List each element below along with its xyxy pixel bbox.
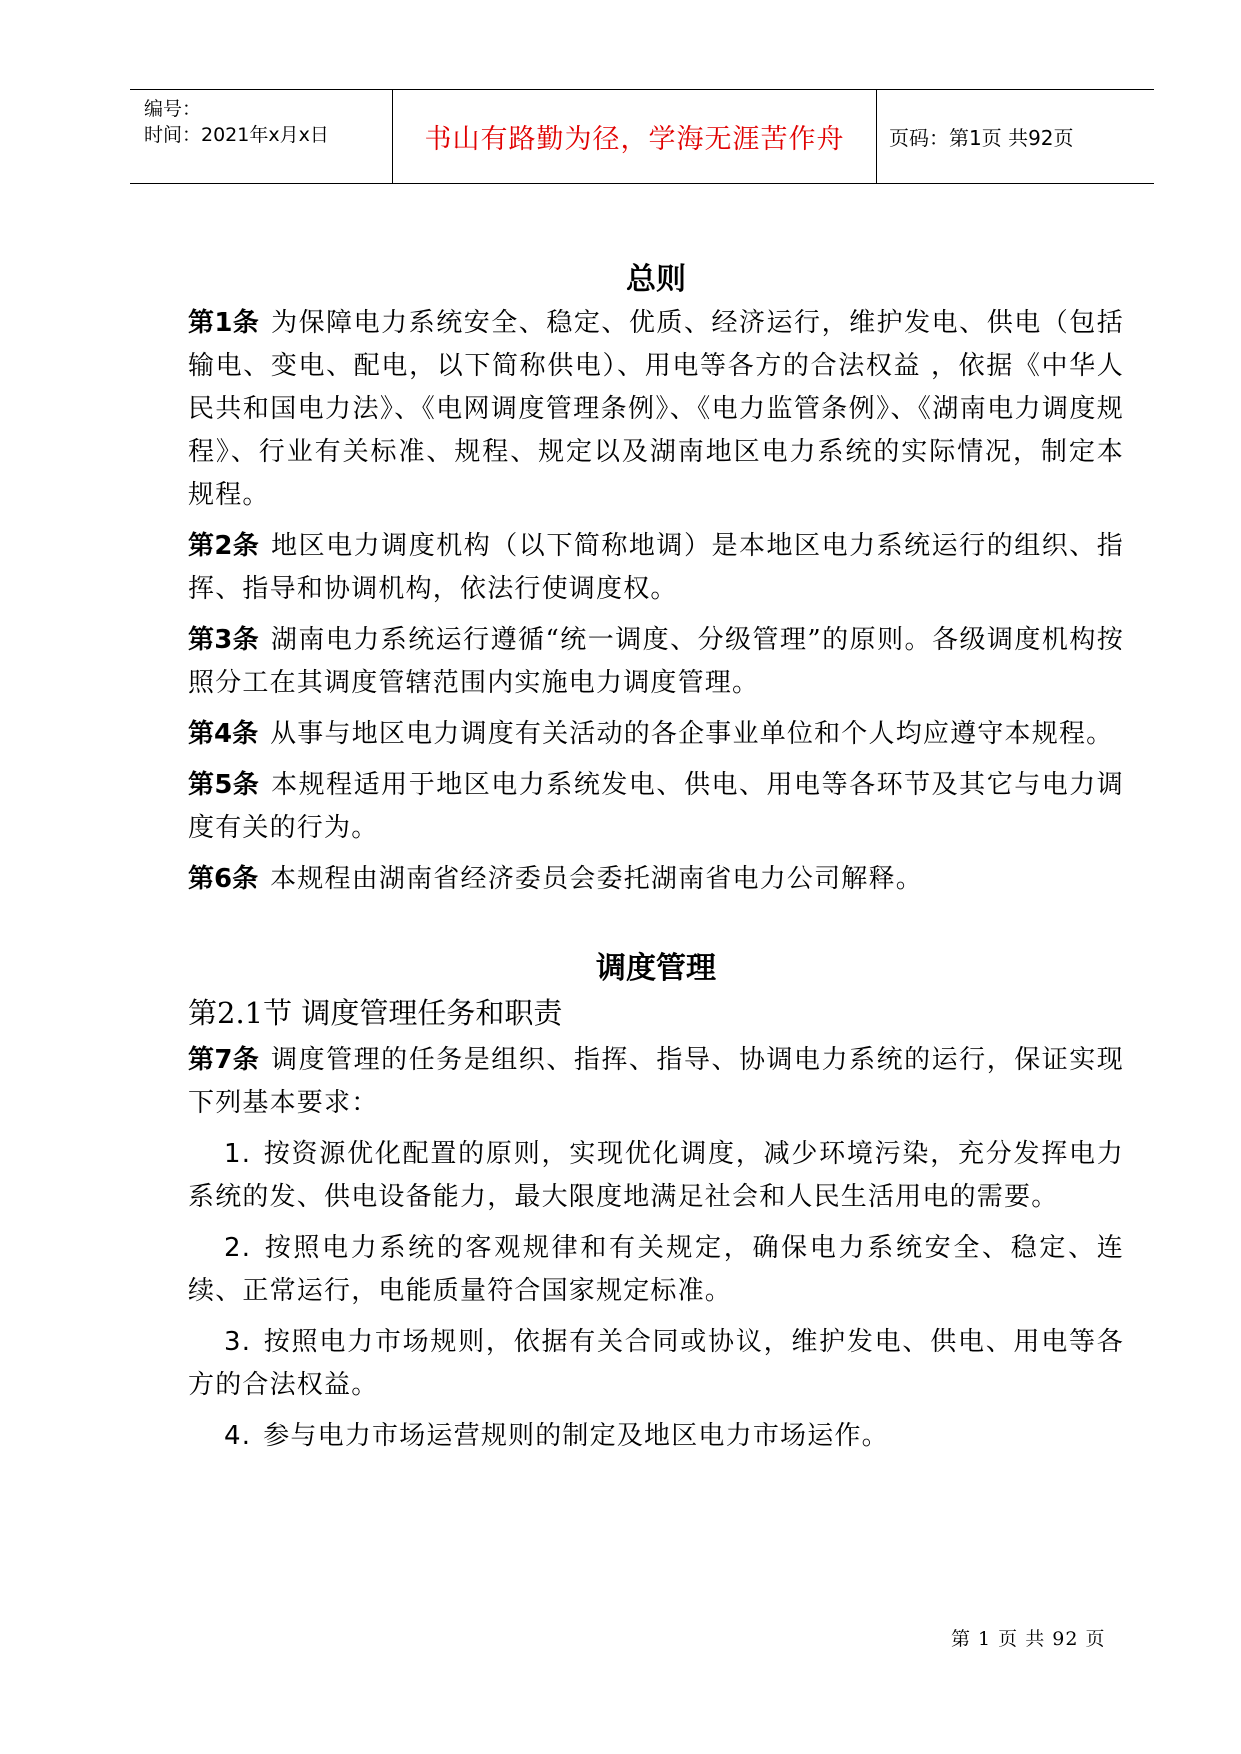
article-text: 调度管理的任务是组织、指挥、指导、协调电力系统的运行，保证实现下列基本要求： (188, 1045, 1125, 1118)
list-text: 参与电力市场运营规则的制定及地区电力市场运作。 (263, 1421, 889, 1451)
article-text: 从事与地区电力调度有关活动的各企事业单位和个人均应遵守本规程。 (270, 719, 1114, 749)
list-text: 按资源优化配置的原则，实现优化调度，减少环境污染，充分发挥电力系统的发、供电设备能力，最大限度地满足社会和人民生活用电的需要。 (188, 1139, 1124, 1212)
article-4 (188, 713, 1124, 756)
article-7 (188, 1039, 1124, 1125)
list-item (188, 1133, 1124, 1219)
header-page-code: 页码：第1页 共92页 (889, 126, 1074, 150)
article-3 (188, 619, 1124, 705)
article-6 (188, 858, 1124, 901)
list-text: 按照电力市场规则，依据有关合同或协议，维护发电、供电、用电等各方的合法权益。 (188, 1327, 1124, 1400)
page-footer: 第 1 页 共 92 页 (951, 1628, 1106, 1650)
article-1 (188, 302, 1124, 517)
header-motto: 书山有路勤为径，学海无涯苦作舟 (424, 124, 845, 155)
article-text: 本规程适用于地区电力系统发电、供电、用电等各环节及其它与电力调度有关的行为。 (188, 770, 1125, 843)
article-number: 第2条 (188, 531, 260, 561)
article-2 (188, 525, 1124, 611)
list-number: 2. (224, 1233, 252, 1263)
header-motto-cell (392, 90, 877, 183)
document-date: 时间：2021年x月x日 (144, 124, 329, 146)
subsection-title: 第2.1节 调度管理任务和职责 (188, 996, 563, 1030)
list-item (188, 1415, 1124, 1458)
article-text: 地区电力调度机构（以下简称地调）是本地区电力系统运行的组织、指挥、指导和协调机构，依法行使调度权。 (188, 531, 1125, 604)
list-item (188, 1321, 1124, 1407)
document-number-label: 编号： (144, 98, 202, 120)
article-number: 第4条 (188, 719, 259, 749)
article-5 (188, 764, 1124, 850)
document-body (188, 258, 1124, 1466)
article-number: 第6条 (188, 864, 259, 894)
article-text: 湖南电力系统运行遵循“统一调度、分级管理”的原则。各级调度机构按照分工在其调度管辖范围内实施电力调度管理。 (188, 625, 1124, 698)
article-text: 本规程由湖南省经济委员会委托湖南省电力公司解释。 (270, 864, 923, 894)
article-number: 第3条 (188, 625, 259, 655)
list-item (188, 1227, 1124, 1313)
header-meta-cell (130, 90, 392, 183)
document-header (130, 89, 1154, 184)
article-number: 第1条 (188, 308, 260, 338)
list-number: 3. (224, 1327, 252, 1357)
header-page-cell (877, 90, 1154, 183)
section-title-dispatch: 调度管理 (596, 951, 716, 986)
list-text: 按照电力系统的客观规律和有关规定，确保电力系统安全、稳定、连续、正常运行，电能质量符合国家规定标准。 (188, 1233, 1124, 1306)
list-number: 1. (224, 1139, 252, 1169)
section-title-general: 总则 (626, 262, 686, 297)
article-number: 第7条 (188, 1045, 260, 1075)
article-text: 为保障电力系统安全、稳定、优质、经济运行，维护发电、供电（包括输电、变电、配电，以下简称供电）、用电等各方的合法权益 ，依据《中华人民共和国电力法》、《电网调度管理条例》、《电力监管条例》、《湖南电力调度规程》、行业有关标准、规程、规定以及湖南地区电力系统的实际情况，制定本规程。 (188, 308, 1125, 510)
article-number: 第5条 (188, 770, 260, 800)
list-number: 4. (224, 1421, 252, 1451)
